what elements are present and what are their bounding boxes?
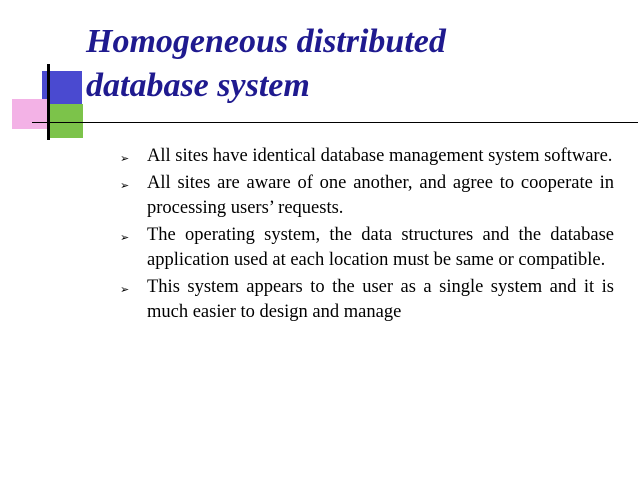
bullet-text: This system appears to the user as a single system and it is much easier to design and manage: [147, 277, 614, 322]
bullet-item: [120, 144, 614, 169]
bullet-item: [120, 171, 614, 221]
arrowhead-bullet-icon: ➢: [120, 283, 130, 296]
decorative-horizontal-line: [32, 122, 638, 123]
bullet-item: [120, 223, 614, 273]
bullet-text: All sites have identical database management system software.: [147, 146, 613, 166]
arrowhead-bullet-icon: ➢: [120, 152, 130, 165]
decorative-green-square: [47, 104, 83, 138]
arrowhead-bullet-icon: ➢: [120, 179, 130, 192]
arrowhead-bullet-icon: ➢: [120, 231, 130, 244]
bullet-text: All sites are aware of one another, and agree to cooperate in processing users’ requests.: [147, 173, 614, 218]
slide-title: [86, 20, 626, 108]
bullet-list: [120, 144, 614, 327]
bullet-item: [120, 275, 614, 325]
title-line-1: Homogeneous distributed: [86, 23, 446, 60]
title-line-2: database system: [86, 67, 310, 104]
bullet-text: The operating system, the data structures and the database application used at each location must be same or compatible.: [147, 225, 614, 270]
decorative-vertical-line: [47, 64, 50, 140]
decorative-pink-square: [12, 99, 48, 129]
